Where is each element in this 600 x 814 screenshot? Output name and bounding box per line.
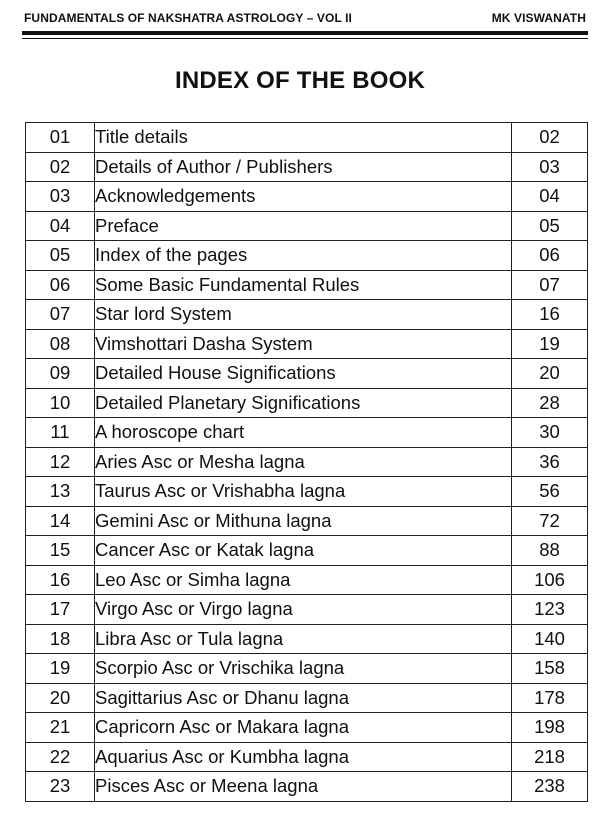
entry-number: 02 xyxy=(26,152,95,182)
entry-number: 12 xyxy=(26,447,95,477)
index-row xyxy=(26,713,588,743)
entry-page: 158 xyxy=(512,654,588,684)
index-row xyxy=(26,388,588,418)
entry-number: 01 xyxy=(26,123,95,153)
index-row xyxy=(26,182,588,212)
entry-number: 13 xyxy=(26,477,95,507)
entry-number: 10 xyxy=(26,388,95,418)
index-row xyxy=(26,300,588,330)
entry-number: 14 xyxy=(26,506,95,536)
entry-number: 21 xyxy=(26,713,95,743)
entry-title: Leo Asc or Simha lagna xyxy=(95,565,512,595)
entry-page: 123 xyxy=(512,595,588,625)
book-title: FUNDAMENTALS OF NAKSHATRA ASTROLOGY – VOL II xyxy=(24,11,352,25)
index-row xyxy=(26,772,588,802)
entry-number: 18 xyxy=(26,624,95,654)
entry-title: Detailed Planetary Significations xyxy=(95,388,512,418)
entry-title: Scorpio Asc or Vrischika lagna xyxy=(95,654,512,684)
entry-number: 05 xyxy=(26,241,95,271)
entry-title: Details of Author / Publishers xyxy=(95,152,512,182)
entry-number: 15 xyxy=(26,536,95,566)
entry-title: Vimshottari Dasha System xyxy=(95,329,512,359)
index-row xyxy=(26,595,588,625)
entry-page: 88 xyxy=(512,536,588,566)
page-title: INDEX OF THE BOOK xyxy=(174,67,426,94)
index-table xyxy=(25,122,588,802)
entry-page: 238 xyxy=(512,772,588,802)
entry-number: 11 xyxy=(26,418,95,448)
entry-page: 198 xyxy=(512,713,588,743)
entry-page: 140 xyxy=(512,624,588,654)
entry-title: Detailed House Significations xyxy=(95,359,512,389)
index-row xyxy=(26,506,588,536)
entry-page: 72 xyxy=(512,506,588,536)
entry-title: Preface xyxy=(95,211,512,241)
header-rule-thick xyxy=(22,31,588,35)
entry-title: Aquarius Asc or Kumbha lagna xyxy=(95,742,512,772)
entry-page: 16 xyxy=(512,300,588,330)
index-row xyxy=(26,536,588,566)
entry-number: 06 xyxy=(26,270,95,300)
entry-title: Virgo Asc or Virgo lagna xyxy=(95,595,512,625)
entry-page: 07 xyxy=(512,270,588,300)
entry-page: 30 xyxy=(512,418,588,448)
entry-page: 106 xyxy=(512,565,588,595)
entry-page: 56 xyxy=(512,477,588,507)
entry-number: 08 xyxy=(26,329,95,359)
index-table-body xyxy=(26,123,588,802)
entry-page: 06 xyxy=(512,241,588,271)
running-header xyxy=(22,11,588,31)
entry-number: 17 xyxy=(26,595,95,625)
index-row xyxy=(26,624,588,654)
index-row xyxy=(26,270,588,300)
entry-title: Cancer Asc or Katak lagna xyxy=(95,536,512,566)
entry-page: 19 xyxy=(512,329,588,359)
index-row xyxy=(26,565,588,595)
entry-number: 16 xyxy=(26,565,95,595)
entry-page: 178 xyxy=(512,683,588,713)
index-row xyxy=(26,742,588,772)
index-row xyxy=(26,654,588,684)
entry-title: Capricorn Asc or Makara lagna xyxy=(95,713,512,743)
index-row xyxy=(26,152,588,182)
index-row xyxy=(26,211,588,241)
index-row xyxy=(26,329,588,359)
entry-number: 22 xyxy=(26,742,95,772)
index-row xyxy=(26,447,588,477)
entry-number: 07 xyxy=(26,300,95,330)
entry-title: Star lord System xyxy=(95,300,512,330)
entry-page: 36 xyxy=(512,447,588,477)
index-row xyxy=(26,477,588,507)
index-row xyxy=(26,241,588,271)
index-row xyxy=(26,683,588,713)
entry-title: Some Basic Fundamental Rules xyxy=(95,270,512,300)
entry-number: 09 xyxy=(26,359,95,389)
entry-title: Acknowledgements xyxy=(95,182,512,212)
index-row xyxy=(26,418,588,448)
entry-page: 04 xyxy=(512,182,588,212)
entry-number: 23 xyxy=(26,772,95,802)
entry-title: Title details xyxy=(95,123,512,153)
index-row xyxy=(26,359,588,389)
entry-title: Libra Asc or Tula lagna xyxy=(95,624,512,654)
entry-page: 28 xyxy=(512,388,588,418)
header-rule-thin xyxy=(22,38,588,39)
entry-title: Index of the pages xyxy=(95,241,512,271)
entry-title: Pisces Asc or Meena lagna xyxy=(95,772,512,802)
entry-page: 03 xyxy=(512,152,588,182)
entry-title: Gemini Asc or Mithuna lagna xyxy=(95,506,512,536)
entry-title: Aries Asc or Mesha lagna xyxy=(95,447,512,477)
entry-number: 04 xyxy=(26,211,95,241)
entry-title: Taurus Asc or Vrishabha lagna xyxy=(95,477,512,507)
entry-number: 03 xyxy=(26,182,95,212)
author-name: MK VISWANATH xyxy=(491,11,586,25)
entry-page: 20 xyxy=(512,359,588,389)
entry-title: Sagittarius Asc or Dhanu lagna xyxy=(95,683,512,713)
index-row xyxy=(26,123,588,153)
entry-number: 20 xyxy=(26,683,95,713)
entry-number: 19 xyxy=(26,654,95,684)
entry-page: 05 xyxy=(512,211,588,241)
entry-page: 218 xyxy=(512,742,588,772)
entry-title: A horoscope chart xyxy=(95,418,512,448)
entry-page: 02 xyxy=(512,123,588,153)
